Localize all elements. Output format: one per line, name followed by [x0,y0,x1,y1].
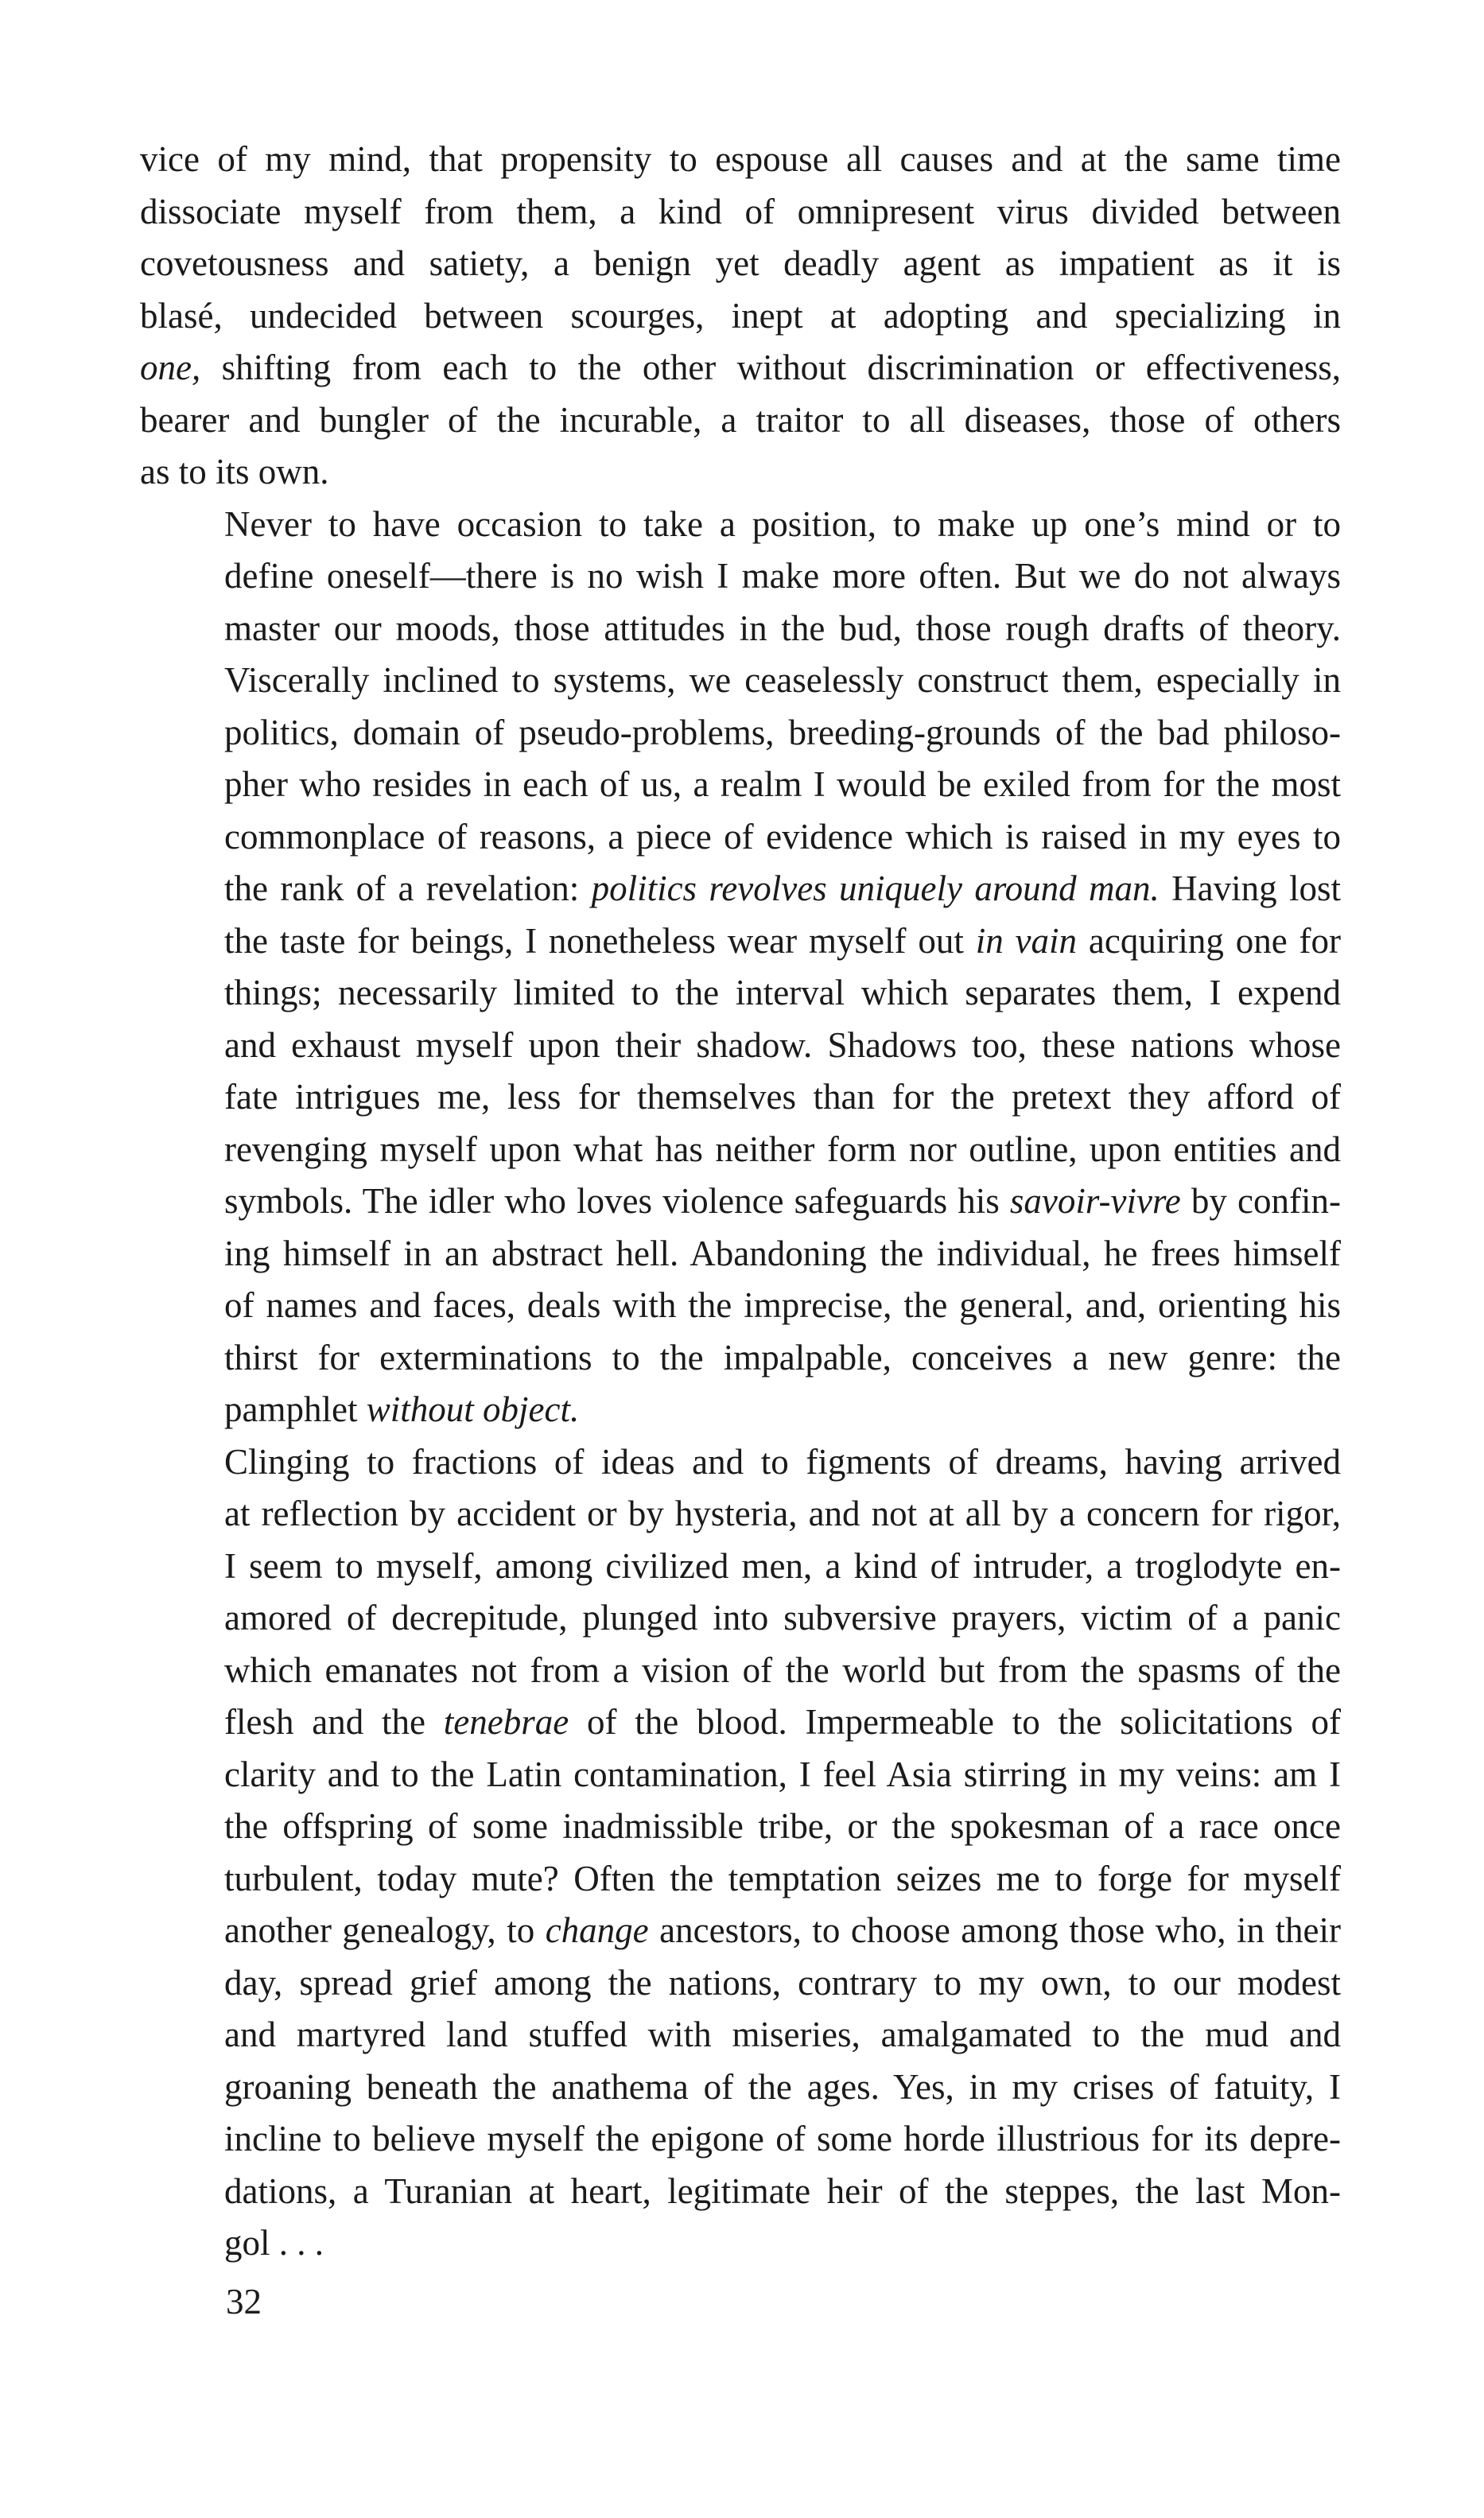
text-line [140,1592,1341,1645]
page-number: 32 [226,2282,262,2322]
paragraph [140,1436,1341,2270]
text-run: the taste for beings, I nonetheless wear myself out [224,920,976,961]
text-line [140,967,1341,1020]
text-run: by confin- [1180,1181,1342,1221]
text-run: clarity and to the Latin contamination, I feel Asia stirring in my veins: am I [224,1754,1341,1794]
text-line [140,707,1341,760]
text-line [140,1384,1341,1436]
text-line [140,915,1341,968]
text-line [140,2061,1341,2114]
text-run: Having lost [1159,868,1341,908]
text-run: incline to believe myself the epigone of some horde illustrious for its depre- [224,2119,1341,2159]
text-line [140,1957,1341,2010]
text-line [140,1332,1341,1385]
text-line [140,1175,1341,1228]
text-line [140,290,1341,343]
paragraph [140,499,1341,1436]
text-line [140,1280,1341,1332]
text-run: and martyred land stuffed with miseries, amalgamated to the mud and [224,2015,1341,2054]
text-run: thirst for exterminations to the impalpable, conceives a new genre: the [224,1337,1341,1378]
text-line [140,394,1341,447]
text-line [140,759,1341,811]
italic-text: in vain [975,920,1078,961]
text-run: as to its own. [140,452,329,492]
text-run: gol . . . [224,2223,324,2263]
text-run: another genealogy, to [224,1910,546,1950]
text-run: the rank of a revelation: [224,868,592,908]
text-run: blasé, undecided between scourges, inept at adopting and specializing in [140,295,1341,336]
text-line [140,2009,1341,2061]
text-line [140,1645,1341,1697]
text-line [140,1853,1341,1906]
text-run: acquiring one for [1077,920,1341,961]
text-run: day, spread grief among the nations, contrary to my own, to our modest [224,1962,1341,2003]
text-run: Clinging to fractions of ideas and to figments of dreams, having arrived [224,1441,1341,1482]
text-run: bearer and bungler of the incurable, a traitor to all diseases, those of others [140,399,1341,440]
text-line [140,134,1341,186]
italic-text: one, [140,348,201,387]
text-line [140,1071,1341,1124]
text-line [140,1801,1341,1853]
text-line [140,1020,1341,1072]
text-line [140,1541,1341,1593]
text-line [140,1696,1341,1749]
text-line [140,1228,1341,1280]
text-line [140,238,1341,290]
text-run: symbols. The idler who loves violence safeguards his [224,1181,1010,1221]
italic-text: without object. [366,1389,580,1429]
text-line [140,499,1341,551]
text-line [140,863,1341,915]
text-run: master our moods, those attitudes in the bud, those rough drafts of theory. [224,608,1341,648]
text-run: ing himself in an abstract hell. Abandoning the individual, he frees himself [224,1233,1341,1273]
text-line [140,2217,1341,2270]
text-run: dations, a Turanian at heart, legitimate heir of the steppes, the last Mon- [224,2170,1341,2211]
text-run: vice of my mind, that propensity to espouse all causes and at the same time [140,139,1341,179]
paragraph [140,134,1341,499]
text-run: commonplace of reasons, a piece of evidence which is raised in my eyes to [224,816,1341,857]
text-run: define oneself—there is no wish I make more often. But we do not always [224,556,1341,596]
text-run: turbulent, today mute? Often the temptation seizes me to forge for myself [224,1858,1341,1898]
text-run: shifting from each to the other without discrimination or effectiveness, [200,348,1341,387]
text-run: flesh and the [224,1702,444,1742]
text-run: ancestors, to choose among those who, in their [648,1910,1341,1950]
text-line [140,446,1341,499]
italic-text: politics revolves uniquely around man. [591,868,1160,908]
text-run: the offspring of some inadmissible tribe, or the spokesman of a race once [224,1806,1341,1846]
text-line [140,342,1341,394]
italic-text: change [545,1910,649,1950]
text-run: Viscerally inclined to systems, we ceaselessly construct them, especially in [224,660,1341,700]
text-line [140,186,1341,239]
text-run: which emanates not from a vision of the world but from the spasms of the [224,1650,1341,1690]
text-run: things; necessarily limited to the interval which separates them, I expend [224,973,1341,1012]
text-line [140,1488,1341,1541]
italic-text: tenebrae [443,1702,569,1742]
text-run: pher who resides in each of us, a realm I would be exiled from for the most [224,764,1341,804]
text-line [140,655,1341,707]
text-line [140,1905,1341,1957]
text-run: fate intrigues me, less for themselves than for the pretext they afford of [224,1077,1341,1117]
text-run: groaning beneath the anathema of the ages. Yes, in my crises of fatuity, I [224,2066,1341,2107]
text-run: of the blood. Impermeable to the solicitations of [569,1702,1341,1742]
text-run: dissociate myself from them, a kind of omnipresent virus divided between [140,191,1341,231]
text-run: amored of decrepitude, plunged into subversive prayers, victim of a panic [224,1598,1341,1638]
text-line [140,1749,1341,1801]
text-run: covetousness and satiety, a benign yet deadly agent as impatient as it is [140,243,1341,283]
text-run: revenging myself upon what has neither form nor outline, upon entities and [224,1129,1341,1169]
text-line [140,2113,1341,2166]
text-run: at reflection by accident or by hysteria, and not at all by a concern for rigor, [224,1494,1341,1533]
text-run: of names and faces, deals with the imprecise, the general, and, orienting his [224,1285,1341,1325]
body-text [140,134,1341,2270]
text-line [140,550,1341,603]
text-run: pamphlet [224,1389,367,1429]
text-line [140,1436,1341,1489]
italic-text: savoir-vivre [1009,1181,1181,1221]
text-line [140,603,1341,655]
text-run: politics, domain of pseudo-problems, breeding-grounds of the bad philoso- [224,712,1341,752]
text-line [140,2166,1341,2218]
text-run: and exhaust myself upon their shadow. Shadows too, these nations whose [224,1024,1341,1065]
text-line [140,811,1341,864]
text-run: Never to have occasion to take a position, to make up one’s mind or to [224,503,1341,544]
text-run: I seem to myself, among civilized men, a kind of intruder, a troglodyte en- [224,1545,1341,1586]
text-line [140,1124,1341,1176]
